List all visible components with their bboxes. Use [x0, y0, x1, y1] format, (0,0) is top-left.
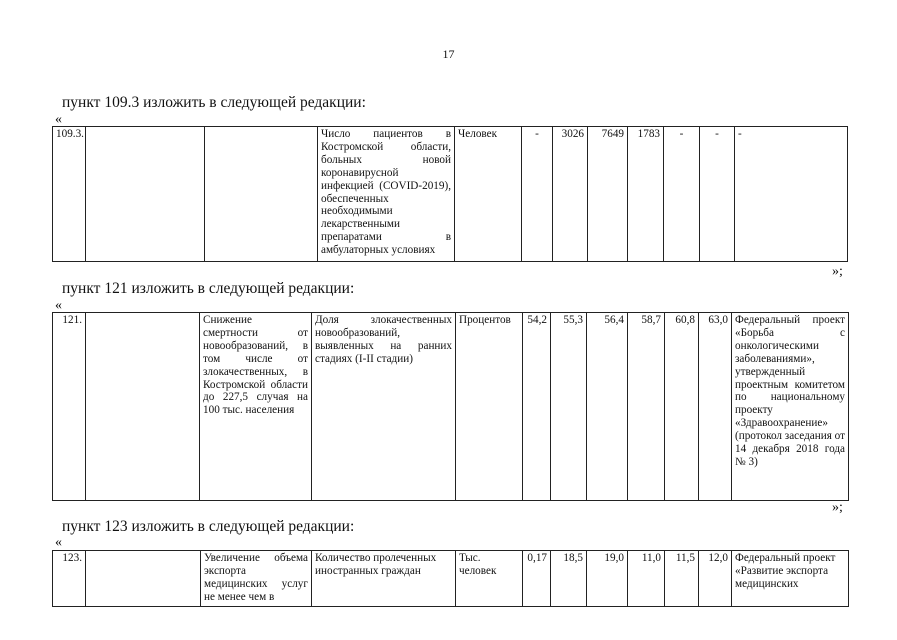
cell-value-3: 56,4 — [587, 313, 628, 501]
open-quote: « — [55, 112, 62, 127]
cell-number: 121. — [53, 313, 86, 501]
section-heading-121: пункт 121 изложить в следующей редакции: — [62, 280, 355, 297]
open-quote: « — [55, 298, 62, 313]
close-mark: »; — [832, 264, 843, 279]
cell-col2 — [86, 127, 205, 262]
cell-col3 — [205, 127, 318, 262]
cell-indicator: Число пациентов в Костромской области, больных новой коронавирусной инфекцией (COVID-2019), обеспеченных необходимыми лекарственными препаратами в амбулаторных условиях — [318, 127, 455, 262]
table-row — [53, 127, 848, 262]
cell-unit: Тыс. человек — [456, 551, 523, 607]
cell-value-1: 0,17 — [523, 551, 551, 607]
cell-value-2: 55,3 — [551, 313, 587, 501]
cell-note: Федеральный проект «Борьба с онкологическими заболеваниями», утвержденный проектным комитетом по национальному проекту «Здравоохранение» (протокол заседания от 14 декабря 2018 года № 3) — [732, 313, 849, 501]
cell-value-4: 58,7 — [628, 313, 665, 501]
cell-value-5: - — [664, 127, 700, 262]
page-number: 17 — [442, 47, 455, 61]
cell-value-2: 3026 — [553, 127, 588, 262]
cell-value-4: 11,0 — [628, 551, 665, 607]
cell-note: Федеральный проект «Развитие экспорта медицинских — [732, 551, 849, 607]
close-mark: »; — [832, 500, 843, 515]
cell-value-6: 63,0 — [699, 313, 732, 501]
open-quote: « — [55, 535, 62, 550]
cell-col2 — [86, 313, 200, 501]
cell-indicator: Доля злокачественных новообразований, выявленных на ранних стадиях (I-II стадии) — [312, 313, 456, 501]
cell-value-3: 19,0 — [587, 551, 628, 607]
cell-value-1: - — [522, 127, 553, 262]
table-row — [53, 551, 849, 607]
table-row — [53, 313, 849, 501]
table-item-109-3 — [52, 126, 848, 262]
cell-value-4: 1783 — [628, 127, 664, 262]
table-item-121 — [52, 312, 849, 501]
cell-note: - — [735, 127, 848, 262]
cell-unit: Процентов — [456, 313, 523, 501]
cell-value-5: 60,8 — [665, 313, 699, 501]
cell-value-3: 7649 — [588, 127, 628, 262]
cell-unit: Человек — [455, 127, 522, 262]
cell-value-6: - — [700, 127, 735, 262]
cell-number: 123. — [53, 551, 86, 607]
table-item-123 — [52, 550, 849, 607]
cell-goal: Снижение смертности от новообразований, в том числе от злокачественных, в Костромской области до 227,5 случая на 100 тыс. населения — [200, 313, 312, 501]
cell-value-1: 54,2 — [523, 313, 551, 501]
cell-indicator: Количество пролеченных иностранных граждан — [312, 551, 456, 607]
section-heading-123: пункт 123 изложить в следующей редакции: — [62, 518, 355, 535]
cell-goal: Увеличение объема экспорта медицинских услуг не менее чем в — [201, 551, 312, 607]
cell-value-6: 12,0 — [699, 551, 732, 607]
cell-col2 — [86, 551, 201, 607]
cell-value-2: 18,5 — [551, 551, 587, 607]
cell-number: 109.3. — [53, 127, 86, 262]
section-heading-109-3: пункт 109.3 изложить в следующей редакции: — [62, 94, 366, 111]
cell-value-5: 11,5 — [665, 551, 699, 607]
